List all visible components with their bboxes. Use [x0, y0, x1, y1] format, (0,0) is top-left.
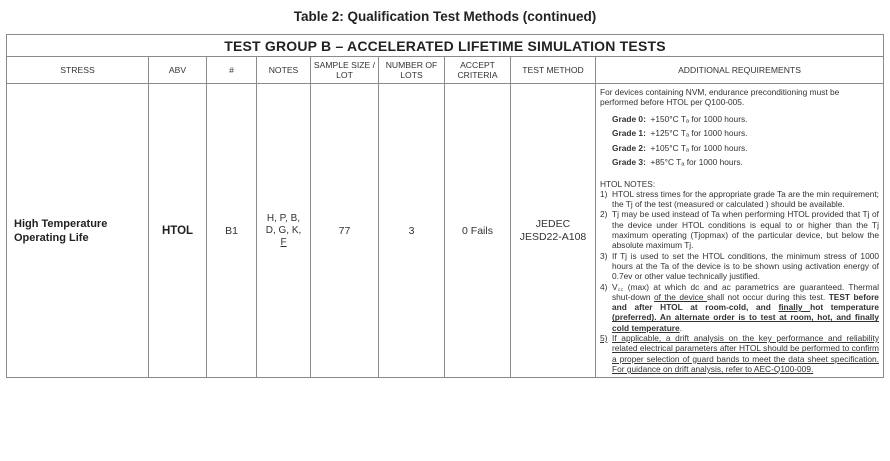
htol-note: 3) If Tj is used to set the HTOL conditions, the minimum stress of 1000 hours at the Ta of the device is to be shown using activation energy of 0.7ev or other value technically justified.	[600, 250, 879, 282]
number-of-lots-cell: 3	[379, 84, 445, 378]
qualification-table	[6, 34, 884, 378]
accept-criteria-cell: 0 Fails	[445, 84, 511, 378]
header-stress: STRESS	[7, 57, 149, 84]
number-cell: B1	[207, 84, 257, 378]
htol-note: 1) HTOL stress times for the appropriate grade Ta are the min requirement; the Tj of the test (measured or calculated ) should be available.	[600, 188, 879, 210]
additional-requirements-cell	[596, 84, 884, 378]
table-caption: Table 2: Qualification Test Methods (continued)	[293, 9, 597, 24]
htol-note: 2) Tj may be used instead of Ta when performing HTOL provided that Tj of the device under HTOL conditions is equal to or higher than the Tj maximum operating (Tjopmax) of the particular device, but below the absolute maximum Tj.	[600, 209, 879, 251]
grade-line: Grade 3: +85°C Tₐ for 1000 hours.	[612, 157, 743, 168]
htol-notes-title: HTOL NOTES:	[600, 178, 656, 189]
grade-line: Grade 1: +125°C Tₐ for 1000 hours.	[612, 128, 748, 139]
notes-line: D, G, K,	[265, 224, 302, 236]
grade-line: Grade 2: +105°C Tₐ for 1000 hours.	[612, 142, 748, 153]
notes-cell	[257, 84, 311, 378]
header-number: #	[207, 57, 257, 84]
test-group-title: TEST GROUP B – ACCELERATED LIFETIME SIMULATION TESTS	[7, 35, 884, 57]
abv-cell: HTOL	[149, 84, 207, 378]
notes-line-underlined: F	[280, 236, 287, 248]
stress-cell: High Temperature Operating Life	[7, 84, 149, 378]
htol-note: 5) If applicable, a drift analysis on the key performance and reliability related electrical parameters after HTOL should be performed to confirm a proper selection of guard bands to meet the data sheet specification. For guidance on drift analysis, refer to AEC-Q100-009.	[600, 333, 879, 374]
table-row	[7, 84, 884, 378]
header-notes: NOTES	[257, 57, 311, 84]
header-abv: ABV	[149, 57, 207, 84]
sample-size-cell: 77	[311, 84, 379, 378]
test-method-cell: JEDEC JESD22-A108	[511, 84, 596, 378]
notes-line: H, P, B,	[266, 212, 301, 224]
header-additional-requirements: ADDITIONAL REQUIREMENTS	[596, 57, 884, 84]
header-test-method: TEST METHOD	[511, 57, 596, 84]
req-intro: For devices containing NVM, endurance preconditioning must be performed before HTOL per Q100-005.	[600, 87, 840, 108]
header-accept-criteria: ACCEPT CRITERIA	[445, 57, 511, 84]
header-number-of-lots: NUMBER OF LOTS	[379, 57, 445, 84]
grade-line: Grade 0: +150°C Tₐ for 1000 hours.	[612, 113, 748, 124]
htol-note: 4) V꜀꜀ (max) at which dc and ac parametrics are guaranteed. Thermal shut-down of the device shall not occur during this test. TEST before and after HTOL at room-cold, and finally hot temperature (preferred). An alternate order is to test at room, hot, and finally cold temperature.	[600, 281, 879, 333]
header-sample-size: SAMPLE SIZE / LOT	[311, 57, 379, 84]
